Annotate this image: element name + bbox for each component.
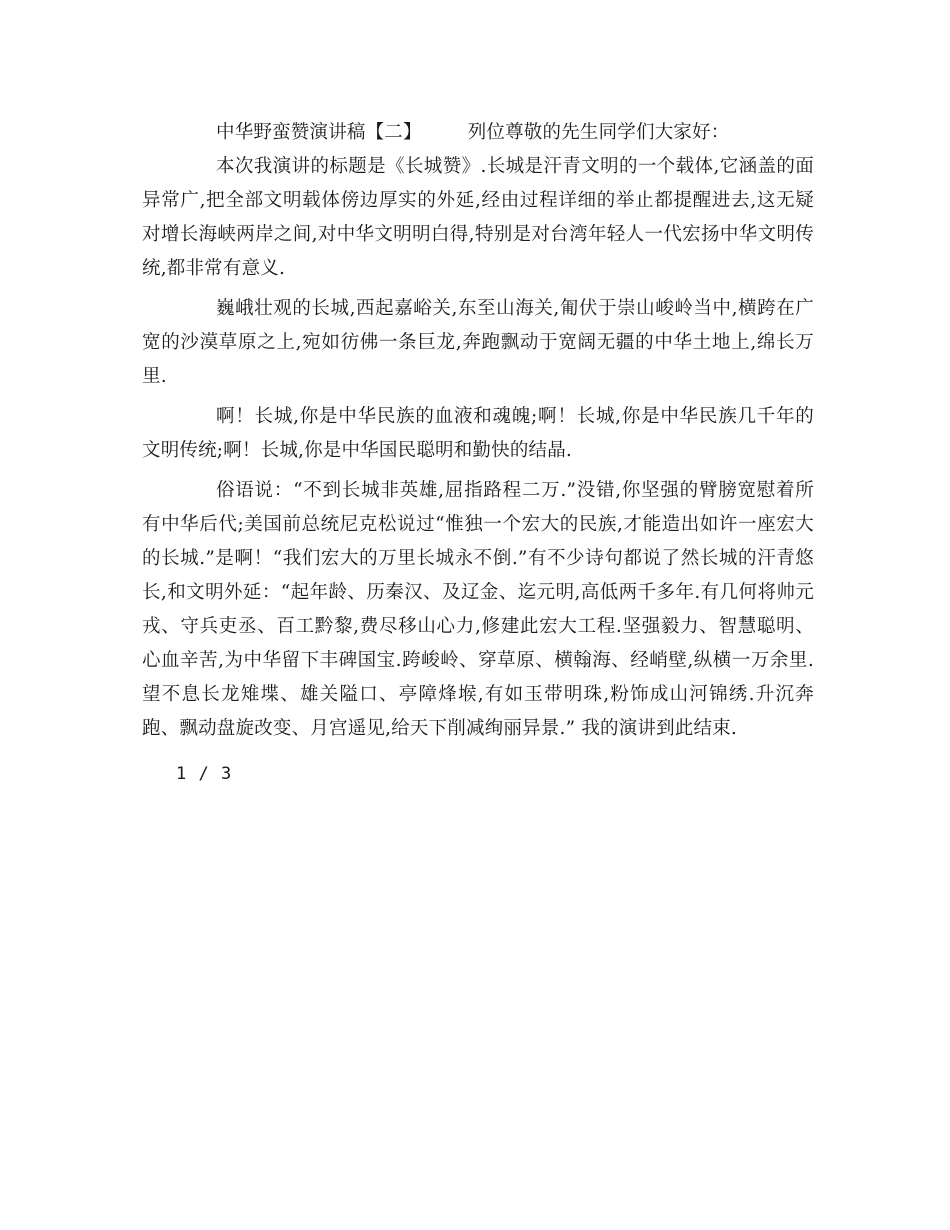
document-body — [142, 116, 814, 746]
paragraph-1: 本次我演讲的标题是《长城赞》.长城是汗青文明的一个载体,它涵盖的面异常广,把全部文明载体傍边厚实的外延,经由过程详细的举止都提醒进去,这无疑对增长海峡两岸之间,对中华文明明白得,特别是对台湾年轻人一代宏扬中华文明传统,都非常有意义. — [142, 156, 814, 279]
document-title: 中华野蛮赞演讲稿【二】 — [216, 122, 422, 143]
title-line — [142, 116, 814, 150]
page-number: 1 / 3 — [176, 764, 233, 784]
greeting: 列位尊敬的先生同学们大家好： — [467, 122, 730, 143]
paragraph-3: 啊！长城,你是中华民族的血液和魂魄;啊！长城,你是中华民族几千年的文明传统;啊！长城,你是中华国民聪明和勤快的结晶. — [142, 406, 814, 461]
paragraph-2: 巍峨壮观的长城,西起嘉峪关,东至山海关,匍伏于崇山峻岭当中,横跨在广宽的沙漠草原之上,宛如彷佛一条巨龙,奔跑飘动于宽阔无疆的中华土地上,绵长万里. — [142, 298, 814, 387]
paragraph-4: 俗语说：“不到长城非英雄,屈指路程二万.”没错,你坚强的臂膀宽慰着所有中华后代;美国前总统尼克松说过“惟独一个宏大的民族,才能造出如许一座宏大的长城.”是啊！“我们宏大的万里长城永不倒.”有不少诗句都说了然长城的汗青悠长,和文明外延：“起年龄、历秦汉、及辽金、迄元明,高低两千多年.有几何将帅元戎、守兵吏丞、百工黔黎,费尽移山心力,修建此宏大工程.坚强毅力、智慧聪明、心血辛苦,为中华留下丰碑国宝.跨峻岭、穿草原、横翰海、经峭壁,纵横一万余里.望不息长龙雉堞、雄关隘口、亭障烽堠,有如玉带明珠,粉饰成山河锦绣.升沉奔跑、飘动盘旋改变、月宫遥见,给天下削减绚丽异景.” 我的演讲到此结束. — [142, 480, 814, 739]
